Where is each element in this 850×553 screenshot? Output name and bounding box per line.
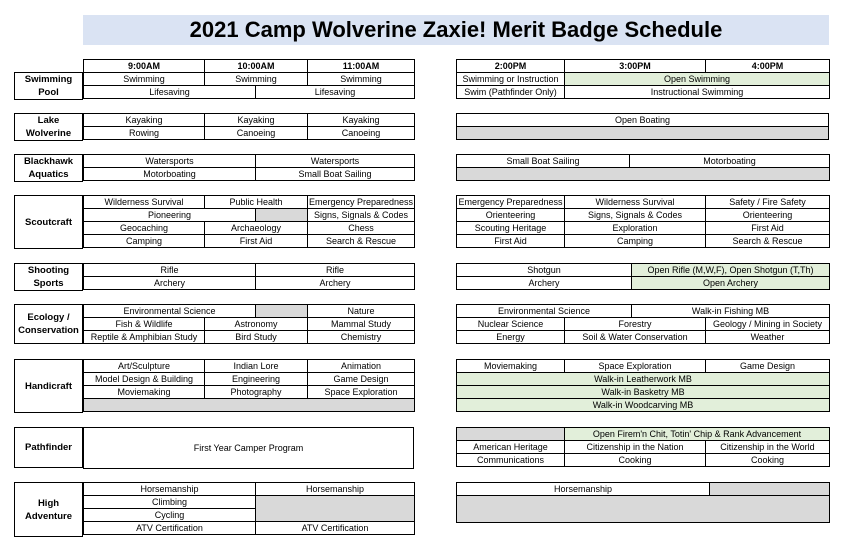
cell: First Year Camper Program [84, 428, 414, 469]
cell: Public Health [205, 196, 308, 209]
cell: Bird Study [205, 331, 308, 344]
shooting-morning [83, 263, 415, 290]
lake-morning [83, 113, 415, 140]
cell: Emergency Preparedness [308, 197, 414, 207]
cell: First Aid [706, 222, 830, 235]
cell: Signs, Signals & Codes [308, 209, 415, 222]
cell: Soil & Water Conservation [565, 331, 706, 344]
empty-cell [256, 305, 308, 318]
blackhawk-afternoon [456, 154, 830, 181]
cell: Geology / Mining in Society [706, 318, 830, 331]
pathfinder-morning [83, 427, 414, 469]
cell: Walk-in Leatherwork MB [457, 373, 830, 386]
cell: Canoeing [308, 127, 415, 140]
cell: First Aid [205, 235, 308, 248]
empty-cell [457, 127, 829, 140]
cell: Swim (Pathfinder Only) [457, 86, 565, 99]
cell: Rifle [84, 264, 256, 277]
cell: Horsemanship [84, 483, 256, 496]
header-10am: 10:00AM [205, 60, 308, 73]
empty-cell [457, 168, 830, 181]
cell: Citizenship in the Nation [565, 441, 706, 454]
cell: Search & Rescue [308, 235, 415, 248]
cell: Open Rifle (M,W,F), Open Shotgun (T,Th) [632, 264, 830, 277]
blackhawk-morning [83, 154, 415, 181]
cell: Game Design [706, 360, 830, 373]
page-title: 2021 Camp Wolverine Zaxie! Merit Badge Schedule [83, 15, 829, 45]
cell: Motorboating [84, 168, 256, 181]
cell: Environmental Science [457, 305, 632, 318]
label-line1: Swimming [24, 74, 73, 85]
label-pathfinder [14, 427, 83, 468]
cell: ATV Certification [256, 522, 415, 535]
cell: Reptile & Amphibian Study [84, 331, 205, 344]
high-adventure-afternoon [456, 482, 830, 523]
cell: Emergency Preparedness [458, 197, 563, 207]
cell: Open Firem'n Chit, Totin' Chip & Rank Advancement [565, 428, 830, 441]
label-lake-wolverine [14, 113, 83, 141]
label-line1: Blackhawk [23, 156, 74, 167]
label-text: Scoutcraft [15, 196, 83, 249]
cell: Safety / Fire Safety [706, 196, 830, 209]
cell: Archery [256, 277, 415, 290]
header-11am: 11:00AM [308, 60, 415, 73]
cell: Swimming [205, 73, 308, 86]
label-high-adventure [14, 482, 83, 537]
scoutcraft-morning [83, 195, 415, 248]
cell: ATV Certification [84, 522, 256, 535]
empty-cell [710, 483, 830, 496]
shooting-afternoon [456, 263, 830, 290]
cell: Moviemaking [84, 386, 205, 399]
cell: Nuclear Science [457, 318, 565, 331]
label-line1: Ecology / [27, 312, 70, 323]
lake-afternoon [456, 113, 829, 140]
cell: Wilderness Survival [565, 196, 706, 209]
label-line2: Conservation [18, 325, 79, 336]
cell: Small Boat Sailing [256, 168, 415, 181]
cell: Walk-in Fishing MB [632, 305, 830, 318]
cell: Kayaking [308, 114, 415, 127]
cell: Forestry [565, 318, 706, 331]
label-line2: Wolverine [25, 128, 72, 139]
empty-cell [457, 428, 565, 441]
cell: Horsemanship [457, 483, 710, 496]
empty-cell [457, 496, 830, 523]
cell: Cycling [84, 509, 256, 522]
empty-cell [256, 496, 415, 522]
high-adventure-morning [83, 482, 415, 535]
cell: Indian Lore [205, 360, 308, 373]
cell: Shotgun [457, 264, 632, 277]
cell: Signs, Signals & Codes [565, 209, 706, 222]
cell: First Aid [457, 235, 565, 248]
empty-cell [84, 399, 415, 412]
cell: Walk-in Woodcarving MB [457, 399, 830, 412]
cell: Horsemanship [256, 483, 415, 496]
cell: Animation [308, 360, 415, 373]
cell: Rifle [256, 264, 415, 277]
cell: Fish & Wildlife [84, 318, 205, 331]
label-handicraft [14, 359, 83, 413]
label-blackhawk-aquatics [14, 154, 83, 182]
header-3pm: 3:00PM [565, 60, 706, 73]
cell: Communications [457, 454, 565, 467]
cell: Model Design & Building [84, 373, 205, 386]
cell: Game Design [308, 373, 415, 386]
cell: Astronomy [205, 318, 308, 331]
cell: Watersports [84, 155, 256, 168]
cell: Energy [457, 331, 565, 344]
ecology-morning [83, 304, 415, 344]
scoutcraft-afternoon [456, 195, 830, 248]
header-9am: 9:00AM [84, 60, 205, 73]
cell: Camping [565, 235, 706, 248]
cell: Rowing [84, 127, 205, 140]
cell: Exploration [565, 222, 706, 235]
cell: Lifesaving [256, 86, 415, 99]
cell: Space Exploration [308, 386, 415, 399]
cell: Mammal Study [308, 318, 415, 331]
cell: Small Boat Sailing [457, 155, 630, 168]
cell: American Heritage [457, 441, 565, 454]
cell: Chess [308, 222, 415, 235]
cell: Watersports [256, 155, 415, 168]
cell: Open Swimming [565, 73, 830, 86]
cell: Moviemaking [457, 360, 565, 373]
label-shooting-sports [14, 263, 83, 291]
cell: Archery [84, 277, 256, 290]
cell: Canoeing [205, 127, 308, 140]
cell: Engineering [205, 373, 308, 386]
cell: Orienteering [457, 209, 565, 222]
cell: Search & Rescue [706, 235, 830, 248]
label-line2: Aquatics [28, 169, 69, 180]
cell: Climbing [84, 496, 256, 509]
cell: Kayaking [205, 114, 308, 127]
ecology-afternoon [456, 304, 830, 344]
cell: Wilderness Survival [84, 196, 205, 209]
cell: Instructional Swimming [565, 86, 830, 99]
cell: Cooking [706, 454, 830, 467]
cell: Space Exploration [565, 360, 706, 373]
cell: Orienteering [706, 209, 830, 222]
cell: Scouting Heritage [457, 222, 565, 235]
empty-cell [256, 209, 308, 222]
cell: Geocaching [84, 222, 205, 235]
cell: Camping [84, 235, 205, 248]
label-line2: Sports [33, 278, 64, 289]
cell: Cooking [565, 454, 706, 467]
swimming-afternoon [456, 72, 830, 99]
cell: Lifesaving [84, 86, 256, 99]
cell: Walk-in Basketry MB [457, 386, 830, 399]
afternoon-header [456, 59, 830, 73]
cell: Swimming [308, 73, 415, 86]
cell: Environmental Science [84, 305, 256, 318]
cell: Swimming or Instruction [457, 73, 565, 86]
swimming-morning [83, 72, 415, 99]
label-text: Handicraft [15, 360, 83, 413]
label-line2: Adventure [25, 510, 72, 522]
cell: Motorboating [630, 155, 830, 168]
label-line1: Shooting [27, 265, 70, 276]
cell: Nature [308, 305, 415, 318]
cell: Kayaking [84, 114, 205, 127]
cell: Citizenship in the World [706, 441, 830, 454]
label-scoutcraft [14, 195, 83, 249]
handicraft-afternoon [456, 359, 830, 412]
handicraft-morning [83, 359, 415, 412]
label-line1: High [37, 497, 60, 509]
cell: Archery [457, 277, 632, 290]
header-2pm: 2:00PM [457, 60, 565, 73]
cell: Photography [205, 386, 308, 399]
cell: Open Boating [457, 114, 829, 127]
cell: Pioneering [84, 209, 256, 222]
morning-header [83, 59, 415, 73]
pathfinder-afternoon [456, 427, 830, 467]
label-line2: Pool [38, 87, 59, 98]
label-ecology-conservation [14, 304, 83, 344]
cell: Archaeology [205, 222, 308, 235]
label-swimming-pool [14, 72, 83, 100]
label-line1: Lake [37, 115, 60, 126]
header-4pm: 4:00PM [706, 60, 830, 73]
cell: Swimming [84, 73, 205, 86]
cell: Art/Sculpture [84, 360, 205, 373]
cell: Chemistry [308, 331, 415, 344]
cell: Weather [706, 331, 830, 344]
cell: Open Archery [632, 277, 830, 290]
label-text: Pathfinder [15, 428, 83, 468]
